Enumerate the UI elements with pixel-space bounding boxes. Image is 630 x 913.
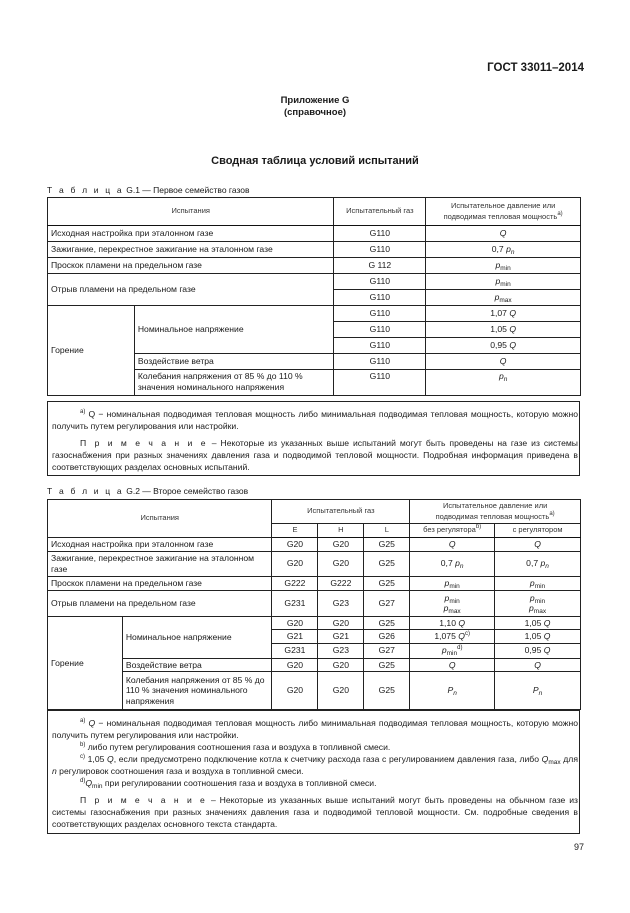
gas-cell: G110 [334,322,426,338]
gas-l-cell: G25 [364,576,410,590]
test-name: Проскок пламени на предельном газе [48,576,272,590]
test-name: Проскок пламени на предельном газе [48,258,334,274]
value-cell: Q [426,226,581,242]
table-row [48,274,581,290]
value-cell: $p_{max}$ [426,290,581,306]
appendix-heading [0,95,630,119]
caption-text: G.2 — Второе семейство газов [123,486,249,496]
header-gas-h: H [318,524,364,538]
gas-cell: G110 [334,370,426,396]
value-cell: 1,05 Q [495,630,581,644]
gas-cell: G110 [334,338,426,354]
header-pressure: Испытательное давление или подводимая тепловая мощность$^{a)}$ [426,198,581,226]
table2-caption [47,486,248,496]
gas-e-cell: G20 [272,551,318,576]
gas-e-cell: G20 [272,537,318,551]
gas-cell: G110 [334,274,426,290]
test-name: Зажигание, перекрестное зажигание на эталонном газе [48,551,272,576]
value-cell: 1,05 Q [495,616,581,630]
standard-number: ГОСТ 33011–2014 [487,62,584,74]
value-cell: $p_{min}$ [410,576,495,590]
gas-e-cell: G20 [272,616,318,630]
value-cell: 0,7 $p_n$ [410,551,495,576]
gas-cell: G 112 [334,258,426,274]
gas-h-cell: G20 [318,616,364,630]
header-gas-e: E [272,524,318,538]
gas-l-cell: G27 [364,590,410,616]
table-row [48,551,581,576]
table-row [48,672,581,710]
note: П р и м е ч а н и е – Некоторые из указанных выше испытаний могут быть проведены на обычном газе из системы газоснабжения при разных значениях давления газа и подводимой тепловой мощности. См. подробные сведения в соответствующих разделах основного текста стандарта. [52,795,578,829]
table-row [48,590,581,616]
header-gas: Испытательный газ [334,198,426,226]
gas-l-cell: G25 [364,658,410,672]
footnote-b: $^{b)}$ либо путем регулирования соотношения газа и воздуха в топливной смеси. [80,742,391,752]
test-name: Номинальное напряжение [134,306,334,354]
appendix-title: Приложение G [280,95,350,106]
value-cell: $P_n$ [410,672,495,710]
table-row [48,226,581,242]
gas-h-cell: G20 [318,551,364,576]
gas-h-cell: G20 [318,658,364,672]
value-cell: Q [426,354,581,370]
gas-l-cell: G26 [364,630,410,644]
test-name: Отрыв пламени на предельном газе [48,590,272,616]
value-cell: 1,10 Q [410,616,495,630]
header-gas-l: L [364,524,410,538]
test-name: Исходная настройка при эталонном газе [48,226,334,242]
value-cell: 1,07 Q [426,306,581,322]
value-cell: 0,95 Q [495,643,581,658]
test-name: Номинальное напряжение [122,616,272,658]
caption-prefix: Т а б л и ц а [47,486,124,496]
gas-cell: G110 [334,306,426,322]
table2-notes [47,710,580,834]
group-name: Горение [48,306,135,396]
table1-notes [47,401,580,476]
gas-e-cell: G21 [272,630,318,644]
value-cell: $p_n$ [426,370,581,396]
gas-l-cell: G25 [364,551,410,576]
table-row [48,242,581,258]
test-name: Воздействие ветра [134,354,334,370]
caption-prefix: Т а б л и ц а [47,185,124,195]
gas-h-cell: G20 [318,537,364,551]
gas-e-cell: G231 [272,643,318,658]
value-cell: 0,7 $p_n$ [495,551,581,576]
footnote-a: $^{a)}$ Q − номинальная подводимая тепловая мощность либо минимальная подводимая тепловая мощность, которую можно получить путем регулирования или настройки. [52,718,578,740]
value-cell: 1,075 $Q^{c)}$ [410,630,495,644]
gas-h-cell: G222 [318,576,364,590]
value-cell: $p_{min}$ [495,576,581,590]
value-cell: 0,7 $p_n$ [426,242,581,258]
test-name: Исходная настройка при эталонном газе [48,537,272,551]
value-cell: $p_{min}$ $p_{max}$ [495,590,581,616]
test-name: Воздействие ветра [122,658,272,672]
header-pressure: Испытательное давление или подводимая тепловая мощность$^{a)}$ [410,500,581,524]
table-row [48,616,581,630]
gas-cell: G110 [334,226,426,242]
gas-l-cell: G25 [364,616,410,630]
gas-h-cell: G23 [318,590,364,616]
table-row [48,306,581,322]
table-g1 [47,197,581,396]
value-cell: $p_{min}$ [426,274,581,290]
table-header-row [48,198,581,226]
gas-e-cell: G222 [272,576,318,590]
gas-h-cell: G20 [318,672,364,710]
value-cell: $p_{min}$ $p_{max}$ [410,590,495,616]
gas-h-cell: G21 [318,630,364,644]
gas-e-cell: G231 [272,590,318,616]
footnote-d: $^{d)}Q_{min}$ при регулировании соотношения газа и воздуха в топливной смеси. [80,778,377,790]
gas-l-cell: G25 [364,672,410,710]
header-no-regulator: без регулятора$^{b)}$ [410,524,495,538]
section-title: Сводная таблица условий испытаний [211,155,419,167]
value-cell: Q [410,537,495,551]
gas-e-cell: G20 [272,658,318,672]
gas-cell: G110 [334,290,426,306]
value-cell: $P_n$ [495,672,581,710]
test-name: Отрыв пламени на предельном газе [48,274,334,306]
header-tests: Испытания [48,198,334,226]
value-cell: $p_{min}$ [426,258,581,274]
value-cell: $p_{min}^{d)}$ [410,643,495,658]
group-name: Горение [48,616,123,710]
gas-cell: G110 [334,242,426,258]
table-row [48,258,581,274]
table-row [48,658,581,672]
value-cell: Q [495,537,581,551]
table-row [48,576,581,590]
value-cell: Q [495,658,581,672]
value-cell: Q [410,658,495,672]
header-tests: Испытания [48,500,272,538]
test-name: Колебания напряжения от 85 % до 110 % значения номинального напряжения [122,672,272,710]
header-gas: Испытательный газ [272,500,410,524]
gas-h-cell: G23 [318,643,364,658]
footnote-c: $^{c)}$ 1,05 Q, если предусмотрено подключение котла к счетчику расхода газа с регулированием давления газа, либо $Q_{max}$ для n регулировок соотношения газа и воздуха в топливной смеси. [52,754,578,776]
header-with-regulator: с регулятором [495,524,581,538]
test-name: Колебания напряжения от 85 % до 110 % значения номинального напряжения [134,370,334,396]
value-cell: 1,05 Q [426,322,581,338]
table-header-row [48,500,581,524]
footnote-a: $^{a)}$ Q − номинальная подводимая тепловая мощность либо минимальная подводимая тепловая мощность, которую можно получить путем регулирования или настройки. [52,409,578,431]
table-g2 [47,499,581,710]
gas-l-cell: G25 [364,537,410,551]
gas-l-cell: G27 [364,643,410,658]
gas-e-cell: G20 [272,672,318,710]
table1-caption [47,185,250,195]
appendix-subtitle: (справочное) [283,107,347,118]
gas-cell: G110 [334,354,426,370]
caption-text: G.1 — Первое семейство газов [123,185,250,195]
note: П р и м е ч а н и е – Некоторые из указанных выше испытаний могут быть проведены на газе из системы газоснабжения при разных значениях давления газа и подводимой тепловой мощности. Подробная информация приведена в соответствующих разделах основных испытаний. [52,438,578,472]
value-cell: 0,95 Q [426,338,581,354]
table-row [48,537,581,551]
page-number: 97 [573,842,584,852]
test-name: Зажигание, перекрестное зажигание на эталонном газе [48,242,334,258]
